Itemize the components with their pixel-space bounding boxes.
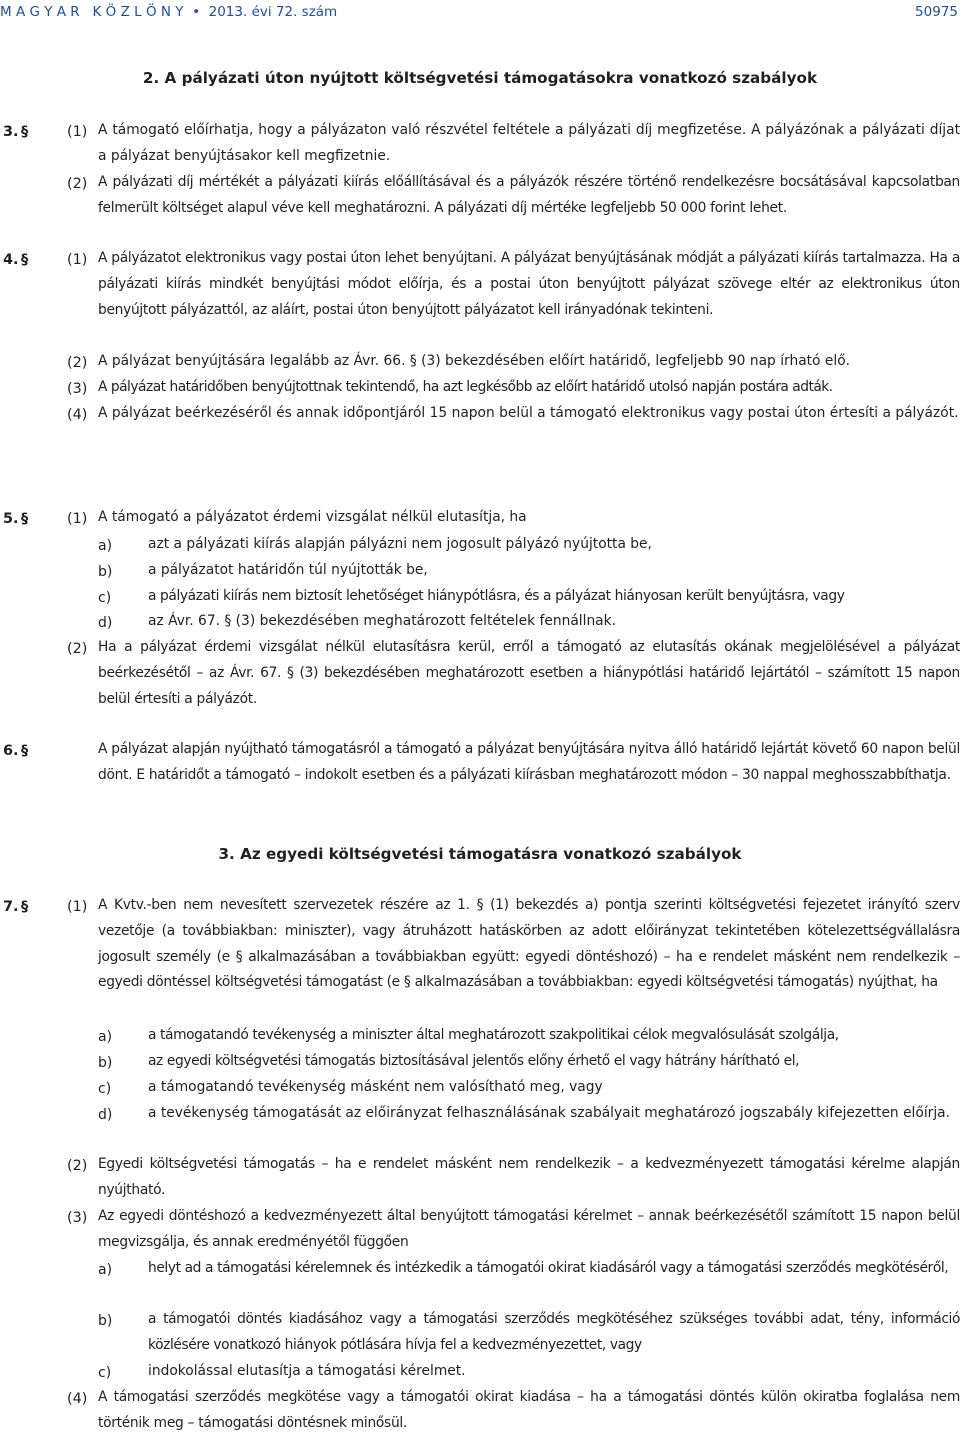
subsection-label: (1)	[67, 899, 88, 915]
subsection-text: A pályázat beérkezéséről és annak időpontjáról 15 napon belül a támogató elektronikus vagy postai úton értesíti a pályázót.	[98, 405, 959, 421]
item-label: b)	[98, 1055, 113, 1071]
subsection-text: Ha a pályázat érdemi vizsgálat nélkül elutasításra kerül, erről a támogató az elutasítás okának megjelölésével a pályázat beérkezésétől – az Ávr. 67. § (3) bekezdésében meghatározott esetben a hiánypótlási határidő lejártától – számított 15 napon belül értesíti a pályázót.	[98, 639, 960, 707]
subsection-text: Az egyedi döntéshozó a kedvezményezett által benyújtott támogatási kérelmet – annak beérkezésétől számított 15 napon belül megvizsgálja, és annak eredményétől függően	[98, 1208, 960, 1250]
subsection-label: (2)	[67, 1158, 88, 1174]
item-text: a pályázatot határidőn túl nyújtották be,	[148, 562, 428, 578]
item-label: b)	[98, 1313, 113, 1329]
item-text: a pályázati kiírás nem biztosít lehetőséget hiánypótlásra, és a pályázat hiányosan került benyújtásra, vagy	[148, 588, 845, 604]
item-label: a)	[98, 1262, 113, 1278]
paragraph-number: 5.	[3, 511, 19, 527]
section-sign: §	[21, 511, 29, 527]
section-sign: §	[21, 899, 29, 915]
item-text: helyt ad a támogatási kérelemnek és intézkedik a támogatói okirat kiadásáról vagy a támogatási szerződés megkötéséről,	[148, 1260, 949, 1276]
item-text: a támogatandó tevékenység másként nem valósítható meg, vagy	[148, 1079, 603, 1095]
subsection-text: A támogatási szerződés megkötése vagy a támogatói okirat kiadása – ha a támogatási döntés külön okiratba foglalása nem történik meg – támogatási döntésnek minősül.	[98, 1389, 960, 1431]
item-label: c)	[98, 1081, 112, 1097]
section-3-title: 3. Az egyedi költségvetési támogatásra vonatkozó szabályok	[218, 845, 742, 863]
subsection-label: (4)	[67, 1391, 88, 1407]
subsection-text: A pályázat határidőben benyújtottnak tekintendő, ha azt legkésőbb az előírt határidő utolsó napján postára adták.	[98, 379, 833, 395]
paragraph-number: 6.	[3, 743, 19, 759]
subsection-label: (2)	[67, 176, 88, 192]
item-text: a tevékenység támogatását az előirányzat felhasználásának szabályait meghatározó jogszabály kifejezetten előírja.	[148, 1105, 951, 1121]
paragraph-number: 4.	[3, 252, 19, 268]
item-label: a)	[98, 1029, 113, 1045]
paragraph-number: 3.	[3, 124, 19, 140]
subsection-text: A támogató a pályázatot érdemi vizsgálat nélkül elutasítja, ha	[98, 509, 527, 525]
item-label: c)	[98, 1365, 112, 1381]
item-label: c)	[98, 590, 112, 606]
subsection-label: (2)	[67, 355, 88, 371]
item-text: az egyedi költségvetési támogatás biztosításával jelentős előny érhető el vagy hátrány hárítható el,	[148, 1053, 800, 1069]
subsection-label: (1)	[67, 124, 88, 140]
subsection-label: (3)	[67, 1210, 88, 1226]
subsection-text: A támogató előírhatja, hogy a pályázaton való részvétel feltétele a pályázati díj megfizetése. A pályázónak a pályázati díjat a pályázat benyújtásakor kell megfizetnie.	[98, 122, 960, 164]
item-text: az Ávr. 67. § (3) bekezdésében meghatározott feltételek fennállnak.	[148, 613, 617, 629]
section-sign: §	[21, 743, 29, 759]
subsection-label: (1)	[67, 252, 88, 268]
paragraph-number: 7.	[3, 899, 19, 915]
subsection-text: A pályázat benyújtására legalább az Ávr. 66. § (3) bekezdésében előírt határidő, legfeljebb 90 nap írható elő.	[98, 353, 851, 369]
item-text: azt a pályázati kiírás alapján pályázni nem jogosult pályázó nyújtotta be,	[148, 536, 652, 552]
subsection-text: A Kvtv.-ben nem nevesített szervezetek részére az 1. § (1) bekezdés a) pontja szerinti költségvetési fejezetet irányító szerv vezetője (a továbbiakban: miniszter), vagy átruházott hatáskörben az adott előirányzat tekintetében kötelezettségvállalásra jogosult személy (e § alkalmazásában a továbbiakban együtt: egyedi döntéshozó) – ha e rendelet másként nem rendelkezik – egyedi döntéssel költségvetési támogatást (e § alkalmazásában a továbbiakban: egyedi költségvetési támogatás) nyújthat, ha	[98, 897, 960, 991]
item-label: b)	[98, 564, 113, 580]
section-sign: §	[21, 124, 29, 140]
item-label: a)	[98, 538, 113, 554]
subsection-label: (1)	[67, 511, 88, 527]
page-number: 50975	[915, 4, 958, 20]
subsection-text: A pályázatot elektronikus vagy postai úton lehet benyújtani. A pályázat benyújtásának módját a pályázati kiírás tartalmazza. Ha a pályázati kiírás mindkét benyújtási módot előírja, és a postai úton benyújtott pályázat szövege eltér az elektronikus úton benyújtott pályázattól, az aláírt, postai úton benyújtott pályázatot kell irányadónak tekinteni.	[98, 250, 960, 318]
subsection-label: (2)	[67, 641, 88, 657]
journal-title: M A G Y A R K Ö Z L Ö N Y • 2013. évi 72. szám	[0, 4, 338, 20]
item-text: a támogatandó tevékenység a miniszter által meghatározott szakpolitikai célok megvalósulását szolgálja,	[148, 1027, 839, 1043]
subsection-label: (4)	[67, 407, 88, 423]
item-text: a támogatói döntés kiadásához vagy a támogatási szerződés megkötéséhez szükséges további adat, tény, információ közlésére vonatkozó hiányok pótlására hívja fel a kedvezményezettet, vagy	[148, 1311, 960, 1353]
section-sign: §	[21, 252, 29, 268]
item-text: indokolással elutasítja a támogatási kérelmet.	[148, 1363, 466, 1379]
subsection-text: Egyedi költségvetési támogatás – ha e rendelet másként nem rendelkezik – a kedvezményezett támogatási kérelme alapján nyújtható.	[98, 1156, 960, 1198]
page-header	[0, 0, 960, 24]
subsection-label: (3)	[67, 381, 88, 397]
subsection-text: A pályázat alapján nyújtható támogatásról a támogató a pályázat benyújtására nyitva álló határidő lejártát követő 60 napon belül dönt. E határidőt a támogató – indokolt esetben és a pályázati kiírásban meghatározott módon – 30 nappal meghosszabbíthatja.	[98, 741, 960, 783]
subsection-text: A pályázati díj mértékét a pályázati kiírás előállításával és a pályázók részére történő rendelkezésre bocsátásával kapcsolatban felmerült költséget alapul véve kell meghatározni. A pályázati díj mértéke legfeljebb 50 000 forint lehet.	[98, 174, 960, 216]
section-2-title: 2. A pályázati úton nyújtott költségvetési támogatásokra vonatkozó szabályok	[142, 69, 818, 87]
item-label: d)	[98, 615, 113, 631]
item-label: d)	[98, 1107, 113, 1123]
